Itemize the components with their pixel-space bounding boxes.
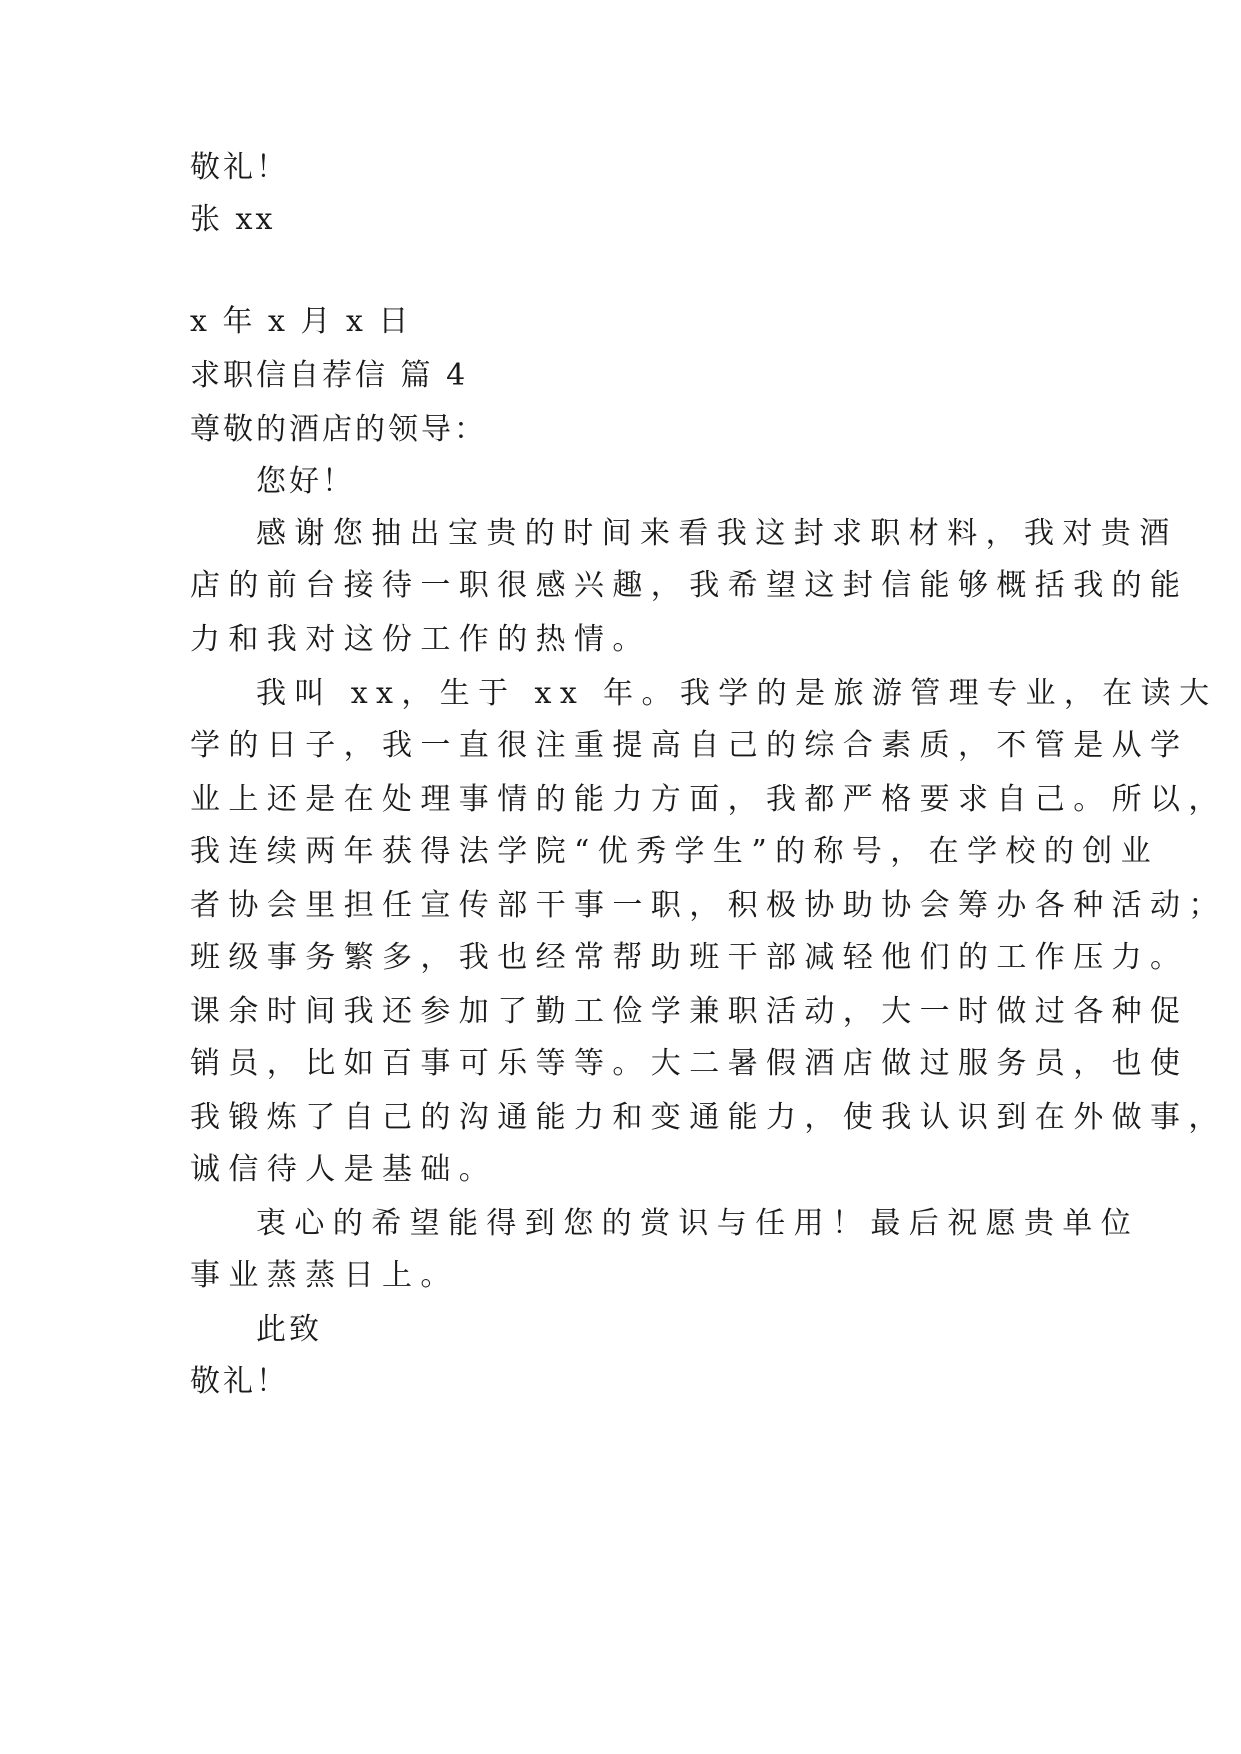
paragraph-1-line: 感谢您抽出宝贵的时间来看我这封求职材料，我对贵酒 <box>256 516 1178 551</box>
closing-cizhi: 此致 <box>256 1312 322 1347</box>
prev-closing: 敬礼！ <box>190 150 289 185</box>
salutation: 尊敬的酒店的领导： <box>190 412 487 447</box>
paragraph-1-line: 力和我对这份工作的热情。 <box>190 622 651 657</box>
prev-signature: 张 xx <box>190 202 276 237</box>
paragraph-2-line: 者协会里担任宣传部干事一职，积极协助协会筹办各种活动； <box>190 888 1227 923</box>
paragraph-2-line: 销员，比如百事可乐等等。大二暑假酒店做过服务员，也使 <box>190 1046 1189 1081</box>
paragraph-2-line: 我叫 xx，生于 xx 年。我学的是旅游管理专业，在读大 <box>256 676 1218 711</box>
letter-heading: 求职信自荐信 篇 4 <box>190 358 469 393</box>
paragraph-3-line: 衷心的希望能得到您的赏识与任用！最后祝愿贵单位 <box>256 1206 1140 1241</box>
paragraph-2-line: 业上还是在处理事情的能力方面，我都严格要求自己。所以， <box>190 782 1227 817</box>
paragraph-2-line: 学的日子，我一直很注重提高自己的综合素质，不管是从学 <box>190 728 1189 763</box>
paragraph-2-line: 我锻炼了自己的沟通能力和变通能力，使我认识到在外做事， <box>190 1100 1227 1135</box>
paragraph-1-line: 店的前台接待一职很感兴趣，我希望这封信能够概括我的能 <box>190 568 1189 603</box>
paragraph-2-line: 班级事务繁多，我也经常帮助班干部减轻他们的工作压力。 <box>190 940 1189 975</box>
prev-date: x 年 x 月 x 日 <box>190 304 412 339</box>
paragraph-2-line: 课余时间我还参加了勤工俭学兼职活动，大一时做过各种促 <box>190 994 1189 1029</box>
paragraph-2-line: 诚信待人是基础。 <box>190 1152 498 1187</box>
greeting: 您好！ <box>256 464 355 499</box>
paragraph-3-line: 事业蒸蒸日上。 <box>190 1258 459 1293</box>
closing-jingli: 敬礼！ <box>190 1364 289 1399</box>
paragraph-2-line: 我连续两年获得法学院“优秀学生”的称号，在学校的创业 <box>190 834 1160 869</box>
